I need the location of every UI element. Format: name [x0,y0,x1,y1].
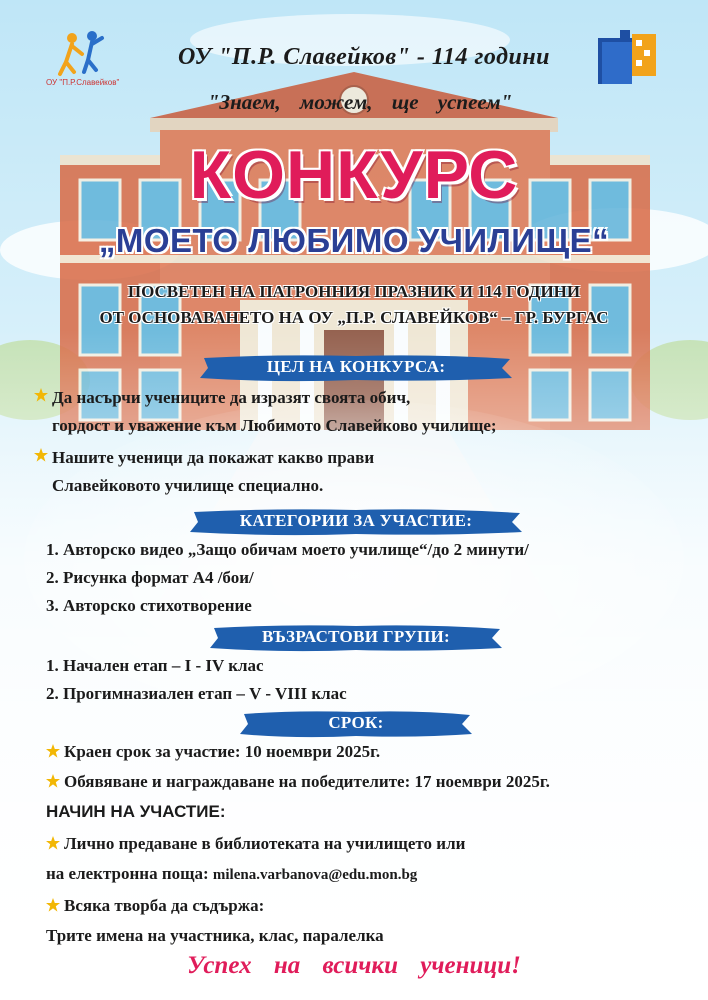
participation-item-2: Всяка творба да съдържа: [64,896,265,915]
dedication-line-2: ОТ ОСНОВАВАНЕТО НА ОУ „П.Р. СЛАВЕЙКОВ“ – ГР. БУРГАС [99,308,609,327]
participation-item-1-line-1: Лично предаване в библиотеката на училището или [64,834,466,853]
categories-heading: КАТЕГОРИИ ЗА УЧАСТИЕ: [239,511,473,530]
deadline-item: Краен срок за участие: 10 ноември 2025г. [64,742,381,761]
category-item: 2. Рисунка формат А4 /бои/ [46,568,254,587]
closing-wish: Успех на всички ученици! [187,952,521,979]
participation-heading: НАЧИН НА УЧАСТИЕ: [46,802,226,821]
goal-item-2-line-2: Славейковото училище специално. [52,476,324,495]
school-anniversary-title: ОУ "П.Р. Славейков" - 114 години [177,44,551,70]
category-item: 1. Авторско видео „Защо обичам моето училище“/до 2 минути/ [46,540,529,559]
section-banner-categories [186,506,526,538]
section-banner-age-groups [206,622,506,654]
star-bullet-icon [46,774,60,788]
age-groups-heading: ВЪЗРАСТОВИ ГРУПИ: [262,627,450,646]
age-group-item: 2. Прогимназиален етап – V - VIII клас [46,684,347,703]
star-bullet-icon [46,898,60,912]
email-label: на електронна поща: [46,864,213,883]
participation-item-1-line-2 [46,864,417,884]
books-icon [592,28,662,90]
goal-item-1-line-2: гордост и уважение към Любимото Славейково училище; [52,416,497,435]
logo-caption: ОУ "П.Р.Славейков" [46,78,120,87]
participation-item-2-detail: Трите имена на участника, клас, паралелка [46,926,384,945]
age-group-item: 1. Начален етап – I - IV клас [46,656,264,675]
school-motto: "Знаем, можем, ще успеем" [207,90,513,114]
star-bullet-icon [34,388,48,402]
children-figures-logo-icon [42,28,132,78]
star-bullet-icon [34,448,48,462]
contest-title: КОНКУРС [189,137,519,213]
contest-subtitle: „МОЕТО ЛЮБИМО УЧИЛИЩЕ“ [98,222,610,259]
school-logo [42,28,132,94]
goal-heading: ЦЕЛ НА КОНКУРСА: [266,357,446,376]
section-banner-deadline [236,708,476,740]
star-bullet-icon [46,836,60,850]
email-address: milena.varbanova@edu.mon.bg [212,867,418,883]
goal-item-2-line-1: Нашите ученици да покажат какво прави [52,448,375,467]
deadline-item: Обявяване и награждаване на победителите: 17 ноември 2025г. [64,772,550,791]
goal-item-1-line-1: Да насърчи учениците да изразят своята обич, [52,388,411,407]
star-bullet-icon [46,744,60,758]
deadline-heading: СРОК: [328,713,384,732]
dedication-line-1: ПОСВЕТЕН НА ПАТРОННИЯ ПРАЗНИК И 114 ГОДИНИ [127,282,581,301]
books-logo [592,28,662,90]
category-item: 3. Авторско стихотворение [46,596,252,615]
section-banner-goal [196,352,516,384]
